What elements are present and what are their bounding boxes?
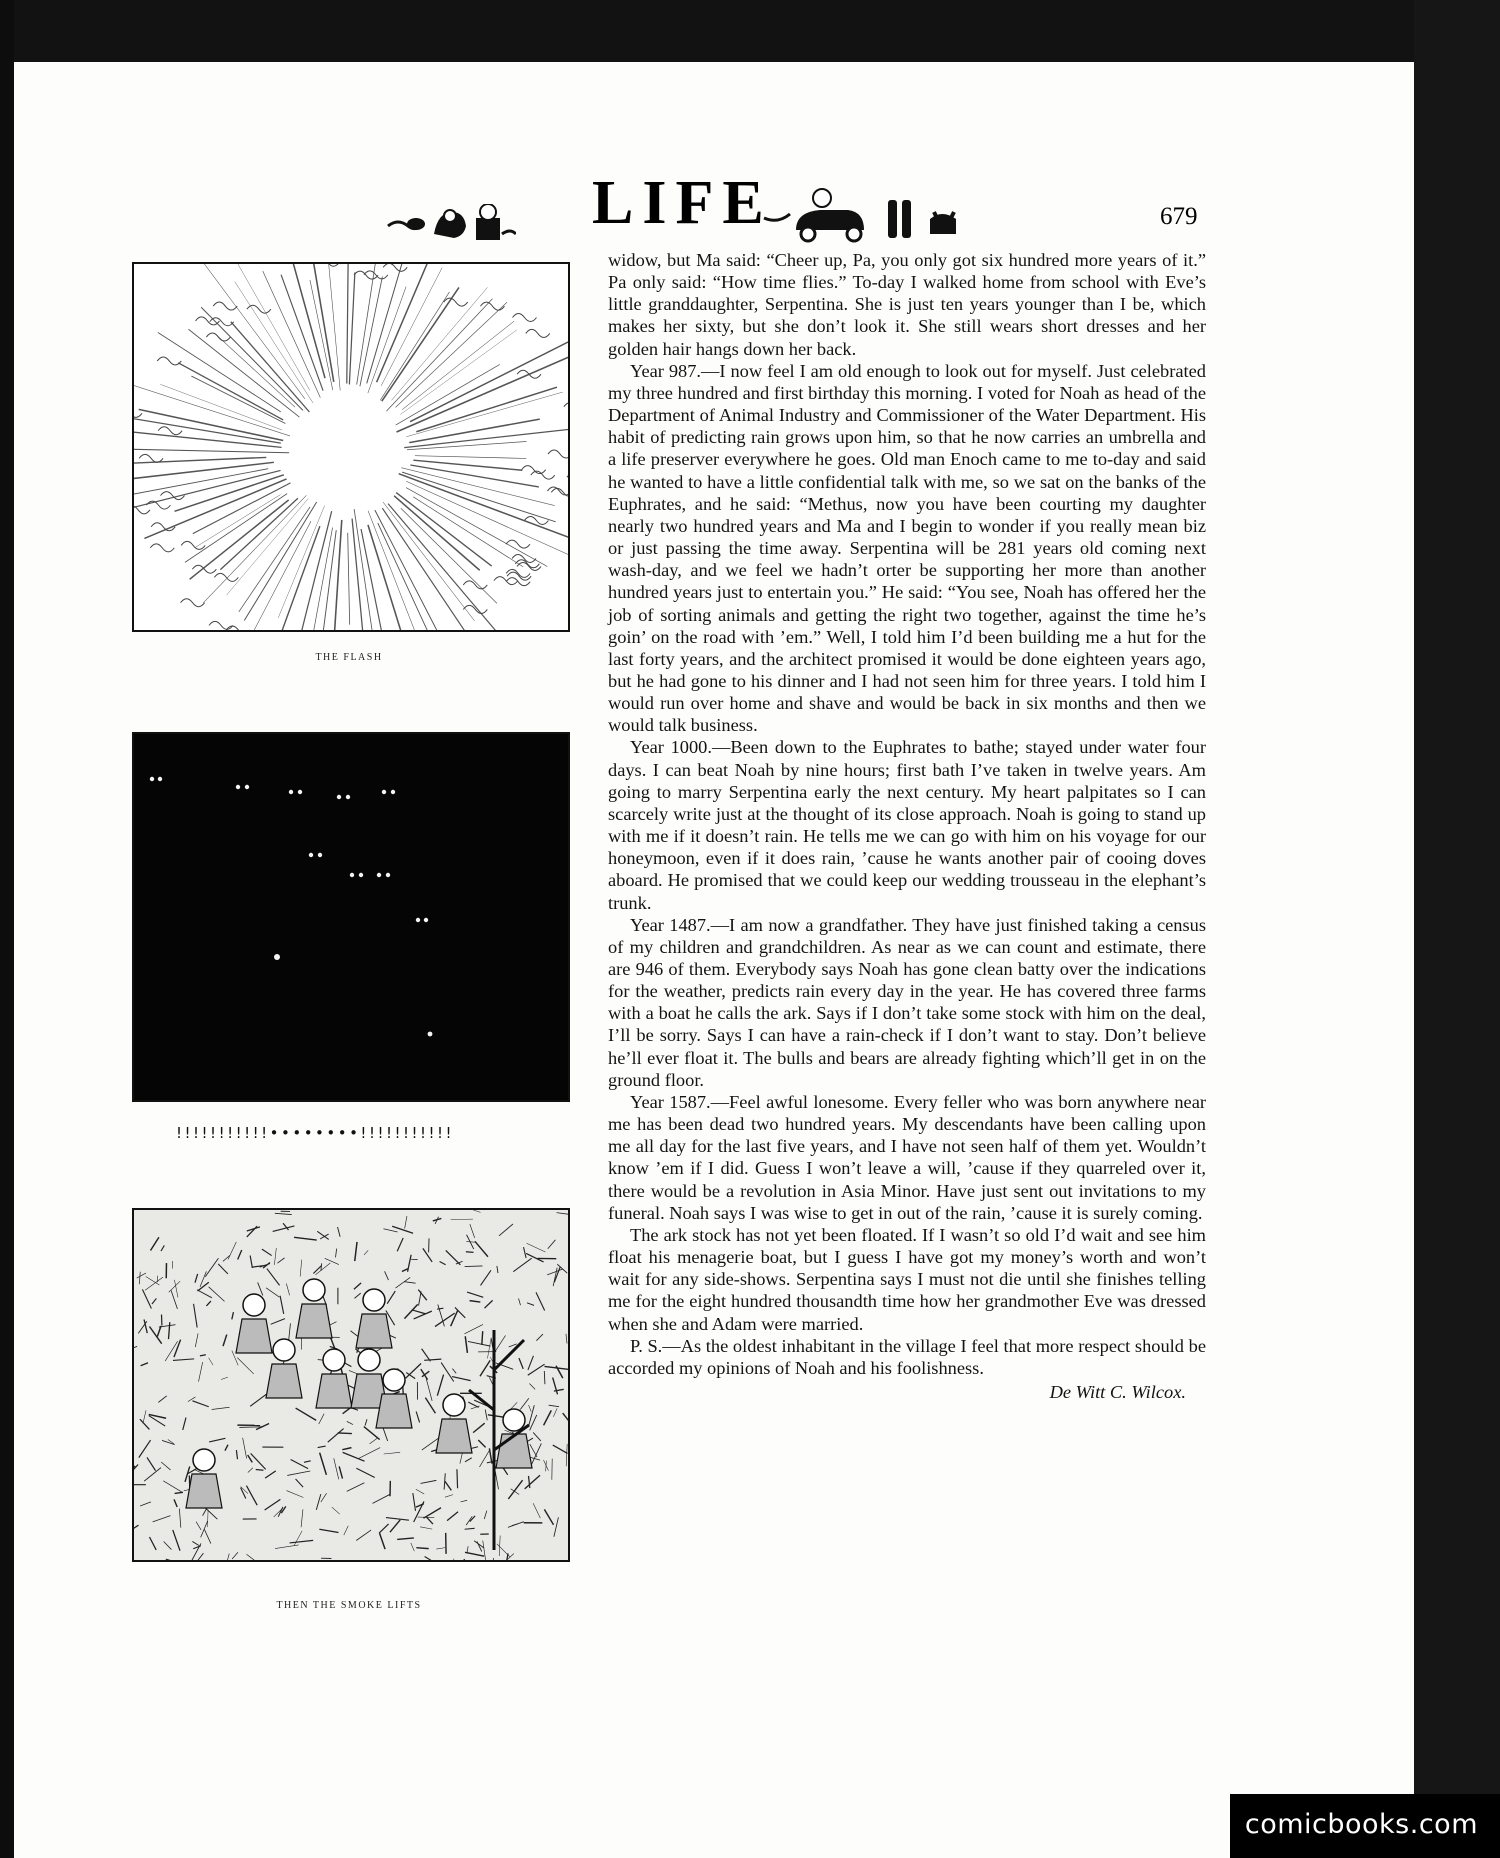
smoke-curl — [551, 488, 568, 496]
flash-ray — [383, 502, 475, 621]
hatch-stroke — [338, 1433, 352, 1434]
article-paragraph: Year 1487.—I am now a grandfather. They have just finished taking a census of my children and grandchildren. As near as we can count and estimate, there are 946 of them. Everybody says Noah has gone clean batty over the indications for the weather, predicts rain every day in the year. He has covered three farms with a boat he calls the ark. Says if I don’t take some stock with him on the deal, I’ll be sorry. Says I can have a rain-check if I don’t want to stay. Don’t believe he’ll ever float it. The bulls and bears are already fighting which’ll get in on the ground floor. — [608, 914, 1206, 1090]
article-paragraph: Year 1587.—Feel awful lonesome. Every feller who was born anywhere near me has been dead two hundred years. My descendants have been calling upon me all day for the last five years, and I have not seen half of them yet. Wouldn’t know ’em if I did. Guess I won’t leave a will, ’cause if they quarreled over it, there would be a revolution in Asia Minor. Have just sent out invitations to my funeral. Noah says I was wise to get in out of the rain, ’cause it is surely coming. — [608, 1091, 1206, 1223]
smoke-curl — [139, 454, 163, 462]
masthead-title: LIFE — [592, 169, 773, 237]
smoke-curl — [506, 540, 530, 548]
smoke-curl — [192, 565, 216, 573]
flash-ray — [392, 287, 488, 400]
flash-ray — [406, 481, 568, 559]
flash-ray — [191, 376, 285, 423]
flash-ray — [352, 519, 368, 630]
flash-ray — [281, 275, 323, 391]
flash-ray — [227, 499, 309, 595]
article-paragraph: widow, but Ma said: “Cheer up, Pa, you only got six hundred more years of it.” Pa only said: “How time flies.” To-day I walked home from school with Eve’s little granddaughter, Serpentina. She is just ten years younger than I be, which makes her sixty, but she don’t look it. She still wears short dresses and her golden hair hangs down her back. — [608, 250, 1206, 359]
flash-ray — [368, 525, 419, 630]
watermark-link[interactable]: comicbooks.com — [1244, 1809, 1478, 1840]
flash-ray — [368, 287, 406, 394]
figure-body — [236, 1319, 272, 1353]
figure-caption-then-the-smoke-lifts: THEN THE SMOKE LIFTS — [276, 1600, 422, 1611]
flash-ray — [401, 468, 554, 506]
figure-body — [436, 1419, 472, 1453]
flash-ray — [139, 409, 283, 440]
masthead — [370, 108, 1270, 238]
flash-ray — [224, 264, 310, 390]
article-paragraph: Year 1000.—Been down to the Euphrates to bathe; stayed under water four days. I can beat Noah by nine hours; first bath I’ve taken in twelve years. Am going to marry Serpentina early the next century. My heart palpitates so I can scarcely write just at the thought of its close approach. Noah is going to stand up with me if it doesn’t rain. He tells me we can go with him on his voyage for our honeymoon, even if it does rain, ’cause he wants another pair of cooing doves aboard. He promised that we could keep our wedding trousseau in the elephant’s trunk. — [608, 737, 1206, 913]
flash-ray — [347, 264, 349, 384]
flash-ray — [406, 392, 562, 437]
smoke-curl — [150, 544, 174, 552]
flash-ray — [134, 413, 281, 443]
figure-body — [266, 1364, 302, 1398]
flash-ray — [220, 498, 298, 569]
flash-ray — [278, 506, 324, 618]
flash-ray — [410, 465, 538, 487]
flash-ray — [239, 507, 310, 612]
crowd-scene-drawing-icon — [134, 1210, 568, 1560]
flash-ray — [399, 474, 568, 543]
flash-ray — [195, 495, 280, 548]
flash-ray — [413, 497, 523, 567]
hatch-stroke — [465, 1266, 483, 1267]
scan-right-edge — [1414, 0, 1500, 1858]
hatch-stroke — [457, 1469, 458, 1488]
hatch-stroke — [544, 1371, 545, 1384]
author-signature: De Witt C. Wilcox. — [1049, 1381, 1186, 1402]
flash-ray — [348, 533, 350, 625]
smoke-curl — [567, 473, 568, 481]
hatch-stroke — [482, 1331, 483, 1345]
figure-head — [443, 1394, 465, 1416]
figure-head — [383, 1369, 405, 1391]
article-paragraph: Year 987.—I now feel I am old enough to look out for myself. Just celebrated my three hundred and first birthday this morning. I voted for Noah as head of the Department of Animal Industry and Commissioner of the Water Department. His habit of predicting rain grows upon him, so that he now carries an umbrella and a life preserver everywhere he goes. Old man Enoch came to me to-day and said he wanted to have a little confidential talk with me, so we sat on the banks of the Euphrates, and he said: “Methus, now you have been courting my daughter nearly two hundred years and Ma and I begin to wonder if you really mean biz or just passing the time away. Serpentina will be 281 years old coming next wash-day, and we feel we hadn’t orter be supporting her more than another hundred years just to entertain you.” He said: “You see, Noah has offered her the job of sorting animals and getting the right two together, against the time he’s goin’ on the road with ’em.” Well, I told him I’d been building me a hut for the last forty years, and the architect promised it would be done eighteen years ago, but he had gone to his dinner and I had not seen him for three years. I told him I would run over home and shave and would be back in six months and then we would talk business. — [608, 360, 1206, 736]
flash-ray — [400, 330, 517, 415]
hatch-stroke — [466, 1252, 474, 1253]
smoke-curl — [214, 573, 238, 581]
smoke-curl — [548, 450, 568, 458]
scan-left-edge — [0, 0, 14, 1858]
figure-body — [496, 1434, 532, 1468]
figure-head — [323, 1349, 345, 1371]
figure-body — [316, 1374, 352, 1408]
smoke-curl — [524, 516, 548, 524]
figure-head — [358, 1349, 380, 1371]
flash-ray — [134, 448, 289, 452]
flash-ray — [185, 494, 287, 563]
scan-top-edge — [0, 0, 1500, 62]
flash-ray — [402, 321, 514, 409]
smoke-curl — [158, 427, 182, 435]
flash-ray — [134, 470, 281, 515]
flash-ray — [235, 282, 313, 403]
flash-ray — [190, 500, 289, 579]
flash-ray — [357, 264, 377, 385]
figure-head — [273, 1339, 295, 1361]
figure-head — [193, 1449, 215, 1471]
figure-body — [376, 1394, 412, 1428]
flash-ray — [318, 530, 337, 630]
flash-ray — [215, 334, 295, 407]
figure-head — [243, 1294, 265, 1316]
flash-ray — [416, 387, 557, 432]
flash-ray — [193, 483, 291, 534]
figure-body — [186, 1474, 222, 1508]
flash-ray — [201, 307, 303, 410]
flash-ray — [328, 264, 340, 390]
figure-night-sky — [132, 732, 570, 1102]
divider-dots: !!!!!!!!!!!••••••••!!!!!!!!!!! — [176, 1124, 455, 1142]
smoke-curl — [383, 264, 407, 271]
hatch-stroke — [256, 1470, 264, 1471]
article-paragraph: P. S.—As the oldest inhabitant in the village I feel that more respect should be accorded my opinions of Noah and his foolishness. — [608, 1335, 1206, 1378]
smoke-curl — [206, 333, 230, 341]
smoke-curl — [209, 621, 233, 629]
smoke-curl — [157, 357, 181, 365]
figure-head — [363, 1289, 385, 1311]
flash-ray — [158, 332, 281, 411]
flash-ray — [134, 457, 266, 463]
flash-ray — [292, 264, 326, 378]
flash-ray — [409, 419, 540, 442]
smoke-curl — [146, 501, 170, 509]
page-number: 679 — [1160, 203, 1198, 230]
figure-head — [303, 1279, 325, 1301]
figure-body — [296, 1304, 332, 1338]
starburst-drawing-icon — [134, 264, 568, 630]
hatch-stroke — [416, 1548, 428, 1549]
smoke-curl — [181, 541, 205, 549]
smoke-curl — [564, 403, 568, 411]
smoke-curl — [513, 313, 537, 321]
flash-ray — [415, 456, 526, 459]
smoke-curl — [315, 264, 339, 266]
masthead-right-ornament-icon — [762, 184, 992, 244]
smoke-curl — [181, 599, 205, 607]
flash-ray — [134, 430, 282, 448]
smoke-curl — [480, 302, 504, 310]
flash-ray — [378, 523, 434, 630]
figure-body — [356, 1314, 392, 1348]
flash-ray — [349, 272, 354, 384]
figure-then-the-smoke-lifts — [132, 1208, 570, 1562]
article-paragraph: The ark stock has not yet been floated. If I wasn’t so old I’d wait and see him float his menagerie boat, but I guess I have got my money’s worth and won’t wait for any side-shows. Serpentina says I must not die until she finishes telling me for the eight hundred thousandth time how her grandmother Eve was dressed when she and Adam were married. — [608, 1224, 1206, 1334]
smoke-curl — [247, 305, 271, 313]
flash-ray — [388, 504, 500, 630]
flash-ray — [380, 292, 449, 400]
masthead-left-ornament-icon — [386, 204, 516, 244]
figure-head — [503, 1409, 525, 1431]
flash-ray — [404, 429, 568, 448]
figure-the-flash — [132, 262, 570, 632]
figure-caption-the-flash: THE FLASH — [315, 652, 383, 663]
night-sky-eyes-drawing-icon — [134, 734, 568, 1100]
smoke-curl — [526, 329, 550, 337]
article-body — [608, 249, 1206, 1403]
